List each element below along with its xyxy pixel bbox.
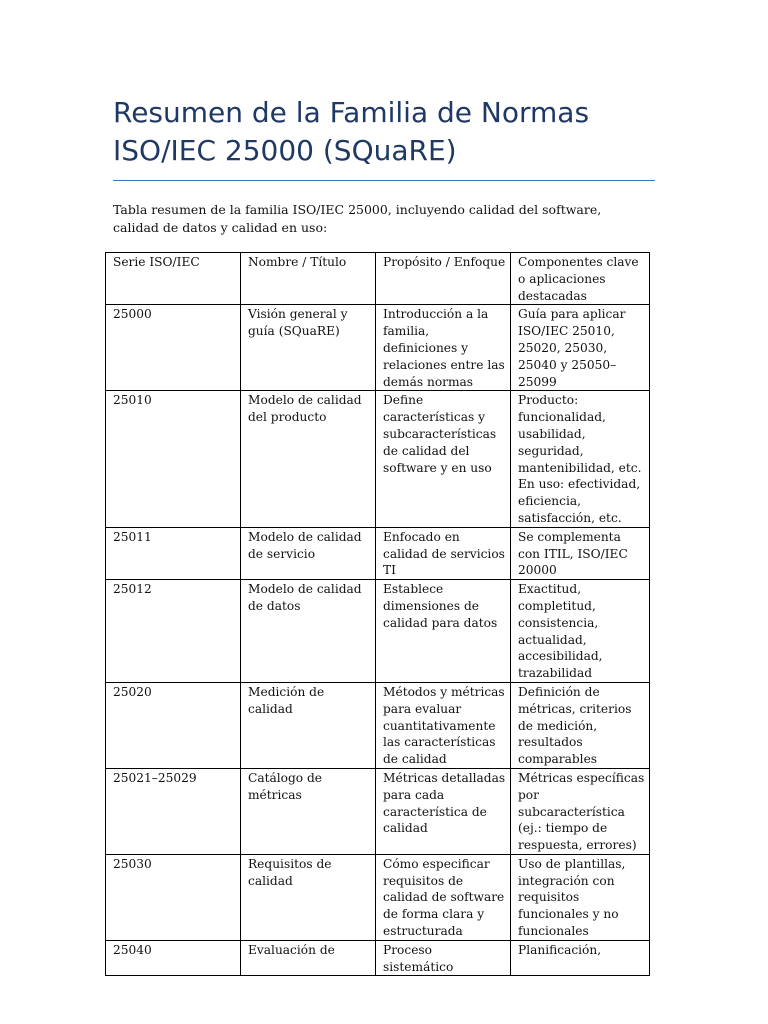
table-row [106,527,650,579]
title-underline [113,180,655,181]
table-cell: Proceso sistemático [376,940,511,976]
table-cell: Exactitud, completitud, consistencia, actualidad, accesibilidad, trazabilidad [511,580,650,683]
table-cell: 25030 [106,854,241,940]
table-cell: Requisitos de calidad [241,854,376,940]
table-cell: Guía para aplicar ISO/IEC 25010, 25020, 25030, 25040 y 25050–25099 [511,305,650,391]
table-cell: Planificación, [511,940,650,976]
table-cell: Medición de calidad [241,682,376,768]
header-cell-purpose: Propósito / Enfoque [376,253,511,305]
table-cell: Definición de métricas, criterios de medición, resultados comparables [511,682,650,768]
table-cell: Introducción a la familia, definiciones y relaciones entre las demás normas [376,305,511,391]
table-cell: Evaluación de [241,940,376,976]
table-cell: Catálogo de métricas [241,768,376,854]
table-cell: Producto: funcionalidad, usabilidad, seguridad, mantenibilidad, etc. En uso: efectividad, eficiencia, satisfacción, etc. [511,391,650,527]
table-header-row [106,253,650,305]
title-line-2: ISO/IEC 25000 (SQuaRE) [113,134,457,167]
table-cell: 25010 [106,391,241,527]
table-cell: Cómo especificar requisitos de calidad de software de forma clara y estructurada [376,854,511,940]
table-row [106,940,650,976]
table-cell: Métricas específicas por subcaracterística (ej.: tiempo de respuesta, errores) [511,768,650,854]
table-cell: 25040 [106,940,241,976]
table-cell: Uso de plantillas, integración con requisitos funcionales y no funcionales [511,854,650,940]
intro-paragraph: Tabla resumen de la familia ISO/IEC 25000, incluyendo calidad del software, calidad de datos y calidad en uso: [113,202,602,235]
table-cell: 25011 [106,527,241,579]
iso-summary-table [105,252,650,976]
table-cell: Se complementa con ITIL, ISO/IEC 20000 [511,527,650,579]
table-cell: 25012 [106,580,241,683]
table-cell: 25020 [106,682,241,768]
title-line-1: Resumen de la Familia de Normas [113,96,590,129]
header-cell-components: Componentes clave o aplicaciones destacadas [511,253,650,305]
table-cell: Enfocado en calidad de servicios TI [376,527,511,579]
table-row [106,854,650,940]
table-row [106,682,650,768]
header-cell-name: Nombre / Título [241,253,376,305]
table-cell: Métricas detalladas para cada característica de calidad [376,768,511,854]
table-cell: Modelo de calidad de servicio [241,527,376,579]
table-cell: Métodos y métricas para evaluar cuantitativamente las características de calidad [376,682,511,768]
document-title [113,94,673,170]
table-cell: Define características y subcaracterísticas de calidad del software y en uso [376,391,511,527]
table-cell: 25000 [106,305,241,391]
table-cell: Modelo de calidad de datos [241,580,376,683]
table-row [106,391,650,527]
table-row [106,768,650,854]
table-row [106,580,650,683]
table-cell: Establece dimensiones de calidad para datos [376,580,511,683]
table-cell: Visión general y guía (SQuaRE) [241,305,376,391]
header-cell-series: Serie ISO/IEC [106,253,241,305]
table-cell: Modelo de calidad del producto [241,391,376,527]
table-row [106,305,650,391]
table-cell: 25021–25029 [106,768,241,854]
